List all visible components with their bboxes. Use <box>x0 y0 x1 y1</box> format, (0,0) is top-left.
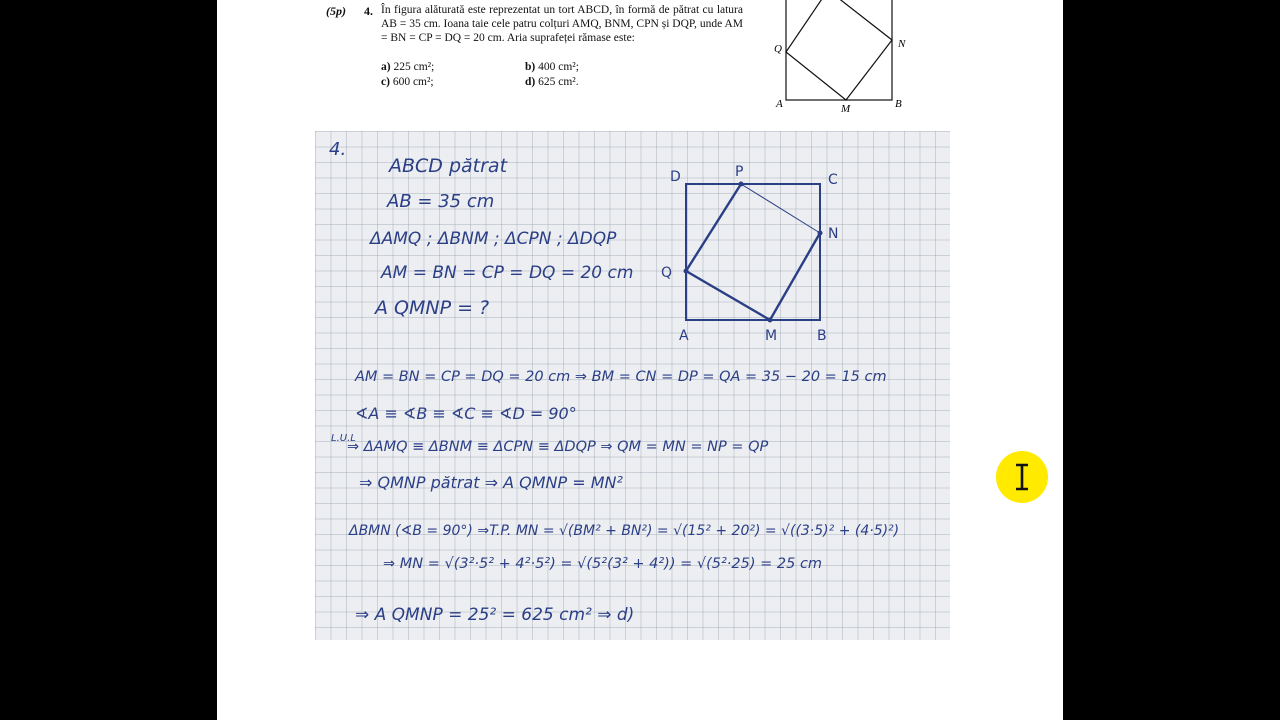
step-congruent-triangles: ⇒ ΔAMQ ≡ ΔBNM ≡ ΔCPN ≡ ΔDQP ⇒ QM = MN = NP = QP <box>347 439 769 455</box>
answer-b: b) 400 cm²; <box>525 61 579 73</box>
problem-number: 4. <box>364 4 373 18</box>
figure-label-q: Q <box>774 43 782 55</box>
step-square-area: ⇒ QMNP pătrat ⇒ A QMNP = MN² <box>359 473 623 492</box>
diagram-label-c: C <box>828 172 838 188</box>
answer-c: c) 600 cm²; <box>381 76 434 88</box>
problem-figure <box>770 0 920 118</box>
step-right-angles: ∢A ≡ ∢B ≡ ∢C ≡ ∢D = 90° <box>355 404 577 423</box>
solution-diagram <box>655 161 855 346</box>
step-compute-mn: ⇒ MN = √(3²·5² + 4²·5²) = √(5²(3² + 4²)) = √(5²·25) = 25 cm <box>383 556 823 572</box>
figure-label-n: N <box>898 38 906 50</box>
diagram-label-d: D <box>670 169 681 185</box>
step-final-answer: ⇒ A QMNP = 25² = 625 cm² ⇒ d) <box>355 605 635 625</box>
diagram-label-q: Q <box>661 265 673 281</box>
handwritten-solution <box>315 131 950 640</box>
figure-label-b: B <box>895 98 902 110</box>
cursor-highlight <box>996 451 1048 503</box>
diagram-label-a: A <box>679 328 689 344</box>
given-triangles: ΔAMQ ; ΔBNM ; ΔCPN ; ΔDQP <box>370 229 617 249</box>
figure-label-a: A <box>776 98 783 110</box>
figure-label-m: M <box>841 103 851 115</box>
problem-statement: În figura alăturată este reprezentat un tort ABCD, în formă de pătrat cu latura AB = 35 cm. Ioana taie cele patru colțuri AMQ, BNM, CPN și DQP, unde AM = BN = CP = DQ = 20 cm. Aria suprafeței rămase este: <box>381 4 743 44</box>
text-cursor-icon <box>1014 463 1030 491</box>
diagram-label-n: N <box>828 226 839 242</box>
answer-d: d) 625 cm². <box>525 76 579 88</box>
diagram-label-b: B <box>817 328 827 344</box>
requested-area: A QMNP = ? <box>375 297 490 319</box>
given-square: ABCD pătrat <box>389 155 508 177</box>
step-complement-lengths: AM = BN = CP = DQ = 20 cm ⇒ BM = CN = DP = QA = 35 − 20 = 15 cm <box>355 369 887 385</box>
answer-a: a) 225 cm²; <box>381 61 435 73</box>
step-pythagoras: ΔBMN (∢B = 90°) ⇒T.P. MN = √(BM² + BN²) = √(15² + 20²) = √((3·5)² + (4·5)²) <box>349 523 900 539</box>
step-lul-criterion: L.U.L <box>331 433 356 444</box>
given-lengths: AM = BN = CP = DQ = 20 cm <box>381 263 634 283</box>
given-side: AB = 35 cm <box>387 191 495 212</box>
solution-number: 4. <box>329 139 347 160</box>
diagram-label-p: P <box>735 164 744 180</box>
problem-points: (5p) <box>326 4 346 18</box>
diagram-label-m: M <box>765 328 778 344</box>
